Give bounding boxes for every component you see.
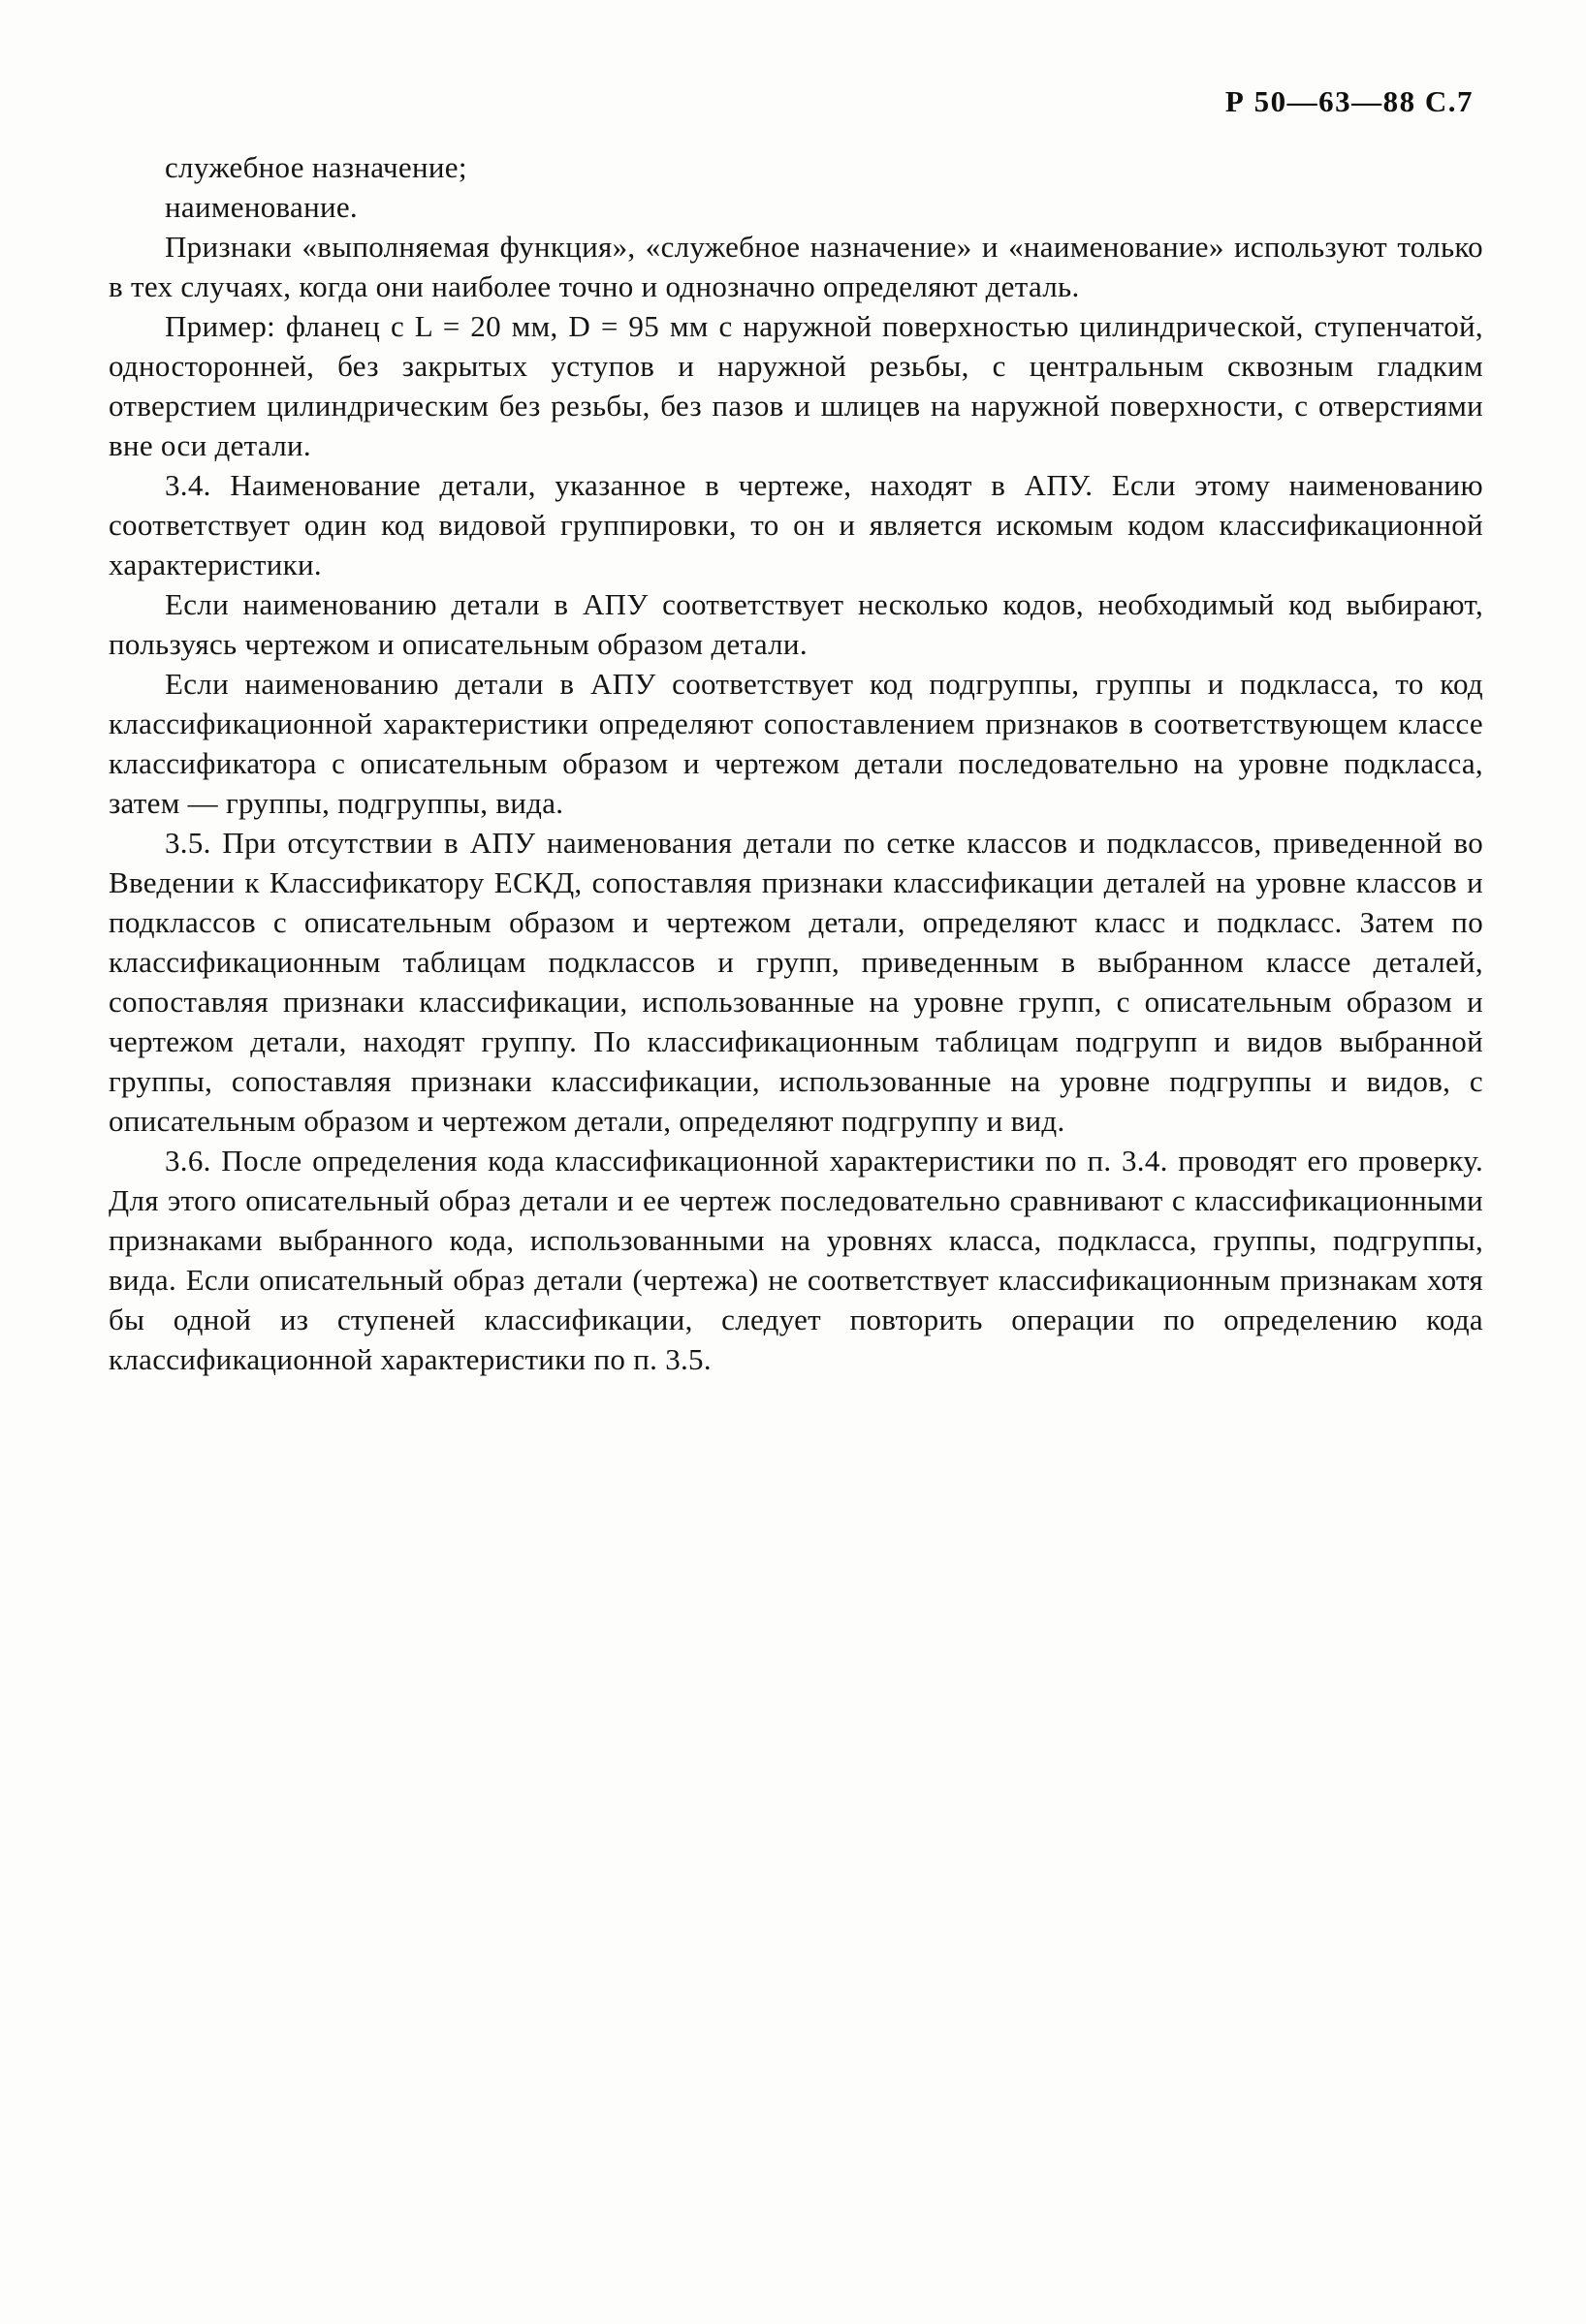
paragraph: 3.4. Наименование детали, указанное в чертеже, находят в АПУ. Если этому наименованию соответствует один код видовой группировки, то он и является искомым кодом классификационной характеристики. — [109, 468, 1483, 581]
list-line: служебное назначение; — [165, 150, 467, 184]
paragraph: Если наименованию детали в АПУ соответствует несколько кодов, необходимый код выбирают, пользуясь чертежом и описательным образом детали. — [109, 587, 1483, 661]
paragraph: 3.6. После определения кода классификационной характеристики по п. 3.4. проводят его проверку. Для этого описательный образ детали и ее чертеж последовательно сравнивают с классификационными признаками выбранного кода, использованными на уровнях класса, подкласса, группы, подгруппы, вида. Если описательный образ детали (чертежа) не соответствует классификационным признакам хотя бы одной из ступеней классификации, следует повторить операции по определению кода классификационной характеристики по п. 3.5. — [109, 1144, 1483, 1376]
paragraph: 3.5. При отсутствии в АПУ наименования детали по сетке классов и подклассов, приведенной во Введении к Классификатору ЕСКД, сопоставляя признаки классификации деталей на уровне классов и подклассов с описательным образом и чертежом детали, определяют класс и подкласс. Затем по классификационным таблицам подклассов и групп, приведенным в выбранном классе деталей, сопоставляя признаки классификации, использованные на уровне групп, с описательным образом и чертежом детали, находят группу. По классификационным таблицам подгрупп и видов выбранной группы, сопоставляя признаки классификации, использованные на уровне подгруппы и видов, с описательным образом и чертежом детали, определяют подгруппу и вид. — [109, 826, 1483, 1138]
page-header — [109, 85, 1483, 118]
document-body — [109, 147, 1483, 1379]
list-line: наименование. — [165, 190, 358, 224]
paragraph: Признаки «выполняемая функция», «служебное назначение» и «наименование» используют только в тех случаях, когда они наиболее точно и однозначно определяют деталь. — [109, 230, 1483, 303]
paragraph: Если наименованию детали в АПУ соответствует код подгруппы, группы и подкласса, то код классификационной характеристики определяют сопоставлением признаков в соответствующем классе классификатора с описательным образом и чертежом детали последовательно на уровне подкласса, затем — группы, подгруппы, вида. — [109, 667, 1483, 820]
document-code: Р 50—63—88 С.7 — [1224, 84, 1474, 118]
paragraph: Пример: фланец с L = 20 мм, D = 95 мм с наружной поверхностью цилиндрической, ступенчатой, односторонней, без закрытых уступов и наружной резьбы, с центральным сквозным гладким отверстием цилиндрическим без резьбы, без пазов и шлицев на наружной поверхности, с отверстиями вне оси детали. — [109, 309, 1483, 462]
